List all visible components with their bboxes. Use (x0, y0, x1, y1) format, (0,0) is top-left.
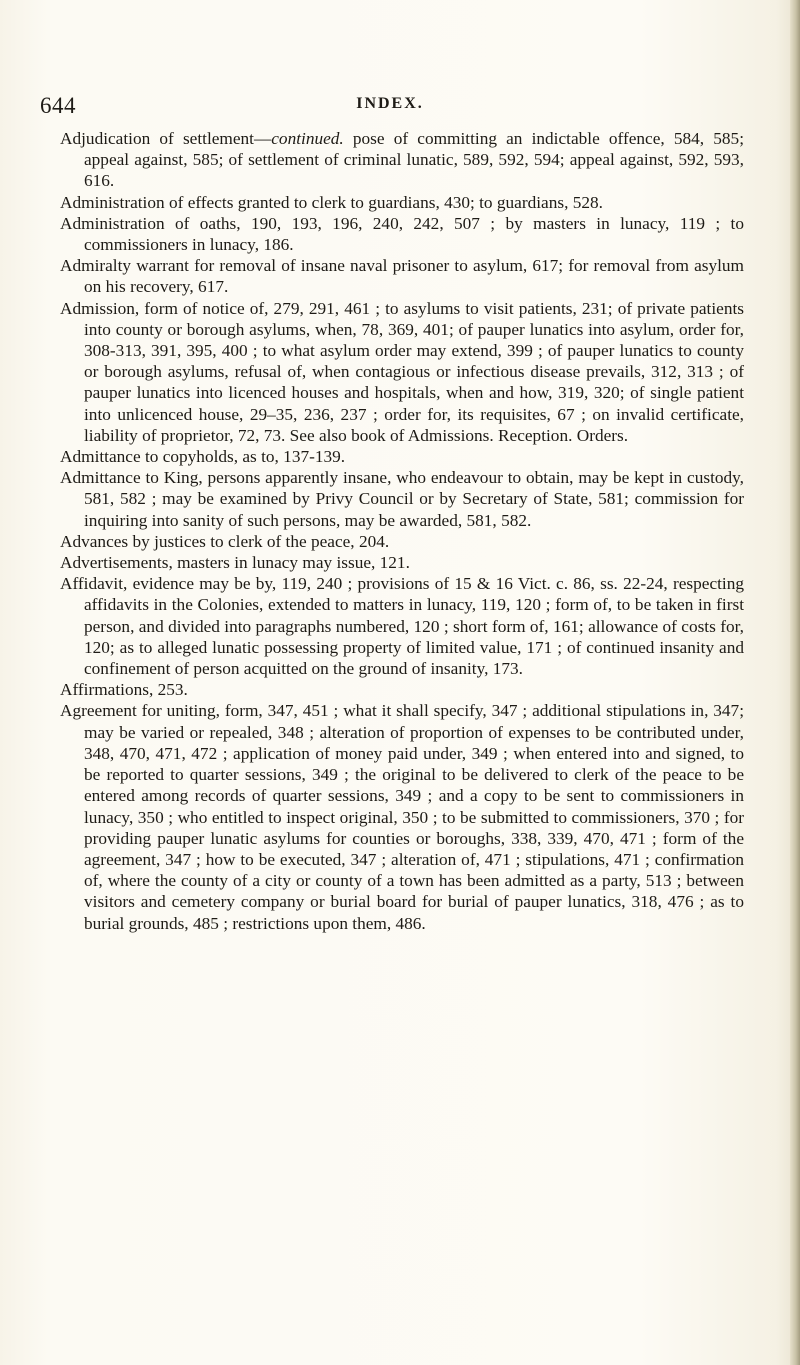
index-entry (60, 128, 744, 192)
index-entry (60, 573, 744, 679)
entry-heading: Admiralty (60, 256, 132, 276)
entry-text: for uniting, form, 347, 451 ; what it shall specify, 347 ; additional stipulations in, 347; may be varied or repealed, 348 ; alteration of proportion of expenses to be contributed under, 348, 470, 471, 472 ; application of money paid under, 349 ; when entered into and signed, to be reported to quarter sessions, 349 ; the original to be delivered to clerk of the peace to be entered among records of quarter sessions, 349 ; and a copy to be sent to commissioners in lunacy, 350 ; who entitled to inspect original, 350 ; to be submitted to commissioners, 370 ; for providing pauper lunatic asylums for counties or boroughs, 338, 339, 470, 471 ; form of the agreement, 347 ; how to be executed, 347 ; alteration of, 471 ; stipulations, 471 ; confirmation of, where the county of a city or county of a town has been admitted as a party, 513 ; between visitors and cemetery company or burial board for burial of pauper lunatics, 318, 476 ; as to burial grounds, 485 ; restrictions upon them, 486. (84, 701, 744, 933)
index-entry (60, 552, 744, 573)
entry-heading: Admittance (60, 447, 141, 467)
entry-heading: Affirmations, (60, 680, 154, 700)
index-entry (60, 298, 744, 446)
index-entry (60, 446, 744, 467)
running-head: INDEX. (356, 95, 424, 112)
entry-text: warrant for removal of insane naval prisoner to asylum, 617; for removal from asylum on his recovery, 617. (84, 256, 744, 297)
page-binding-edge (790, 0, 800, 1365)
entry-text: 253. (153, 680, 188, 700)
entry-text: to copyholds, as to, 137-139. (140, 447, 346, 467)
entry-text: form of notice of, 279, 291, 461 ; to asylums to visit patients, 231; of private patients into county or borough asylums, when, 78, 369, 401; of pauper lunatics into asylum, order for, 308-313, 391, 395, 400 ; to what asylum order may extend, 399 ; of pauper lunatics to county or borough asylums, refusal of, when contagious or infectious disease prevails, 312, 313 ; of pauper lunatics into licenced houses and hospitals, when and how, 319, 320; of single patient into unlicenced house, 29–35, 236, 237 ; order for, its requisites, 67 ; on invalid certificate, liability of proprietor, 72, 73. See also book of Admissions. Reception. Orders. (84, 298, 744, 445)
entry-text: of effects granted to clerk to guardians, 430; to guardians, 528. (164, 192, 603, 212)
index-entry (60, 679, 744, 700)
entry-text: pose of committing an indictable offence, 584, 585; appeal against, 585; of settlement of criminal lunatic, 589, 592, 594; appeal against, 592, 593, 616. (84, 129, 744, 191)
index-entry (60, 213, 744, 255)
entry-heading: Advances (60, 531, 129, 551)
index-entry (60, 531, 744, 552)
index-entry (60, 467, 744, 531)
index-entry (60, 255, 744, 297)
entry-heading: Administration (60, 213, 165, 233)
entry-continued-label: continued. (271, 129, 344, 148)
entry-heading: Agreement (60, 701, 137, 721)
index-entry (60, 700, 744, 933)
page-number: 644 (40, 93, 76, 118)
entry-text: of oaths, 190, 193, 196, 240, 242, 507 ; by masters in lunacy, 119 ; to commissioners in lunacy, 186. (84, 213, 744, 255)
entry-heading: Administration (60, 192, 165, 212)
entry-heading: Affidavit, (60, 574, 128, 594)
entry-text: to King, persons apparently insane, who endeavour to obtain, may be kept in custody, 581, 582 ; may be examined by Privy Council or by Secretary of State, 581; commission for inquiring into sanity of such persons, may be awarded, 581, 582. (84, 468, 744, 530)
entry-heading: Admittance (60, 468, 141, 488)
page-header (40, 93, 740, 123)
entry-heading: Advertisements, (60, 553, 173, 573)
entry-text: by justices to clerk of the peace, 204. (128, 531, 390, 551)
entry-text: evidence may be by, 119, 240 ; provisions of 15 & 16 Vict. c. 86, ss. 22-24, respecting affidavits in the Colonies, extended to matters in lunacy, 119, 120 ; form of, to be taken in first person, and divided into paragraphs numbered, 120 ; short form of, 161; allowance of costs for, 120; as to alleged lunatic possessing property of limited value, 171 ; of continued insanity and confinement of person acquitted on the ground of insanity, 173. (84, 574, 744, 679)
index-entry (60, 192, 744, 213)
entry-text: masters in lunacy may issue, 121. (172, 553, 410, 573)
entry-heading: Adjudication of settlement— (60, 129, 272, 148)
entry-heading: Admission, (60, 298, 140, 318)
index-entries (60, 128, 744, 934)
